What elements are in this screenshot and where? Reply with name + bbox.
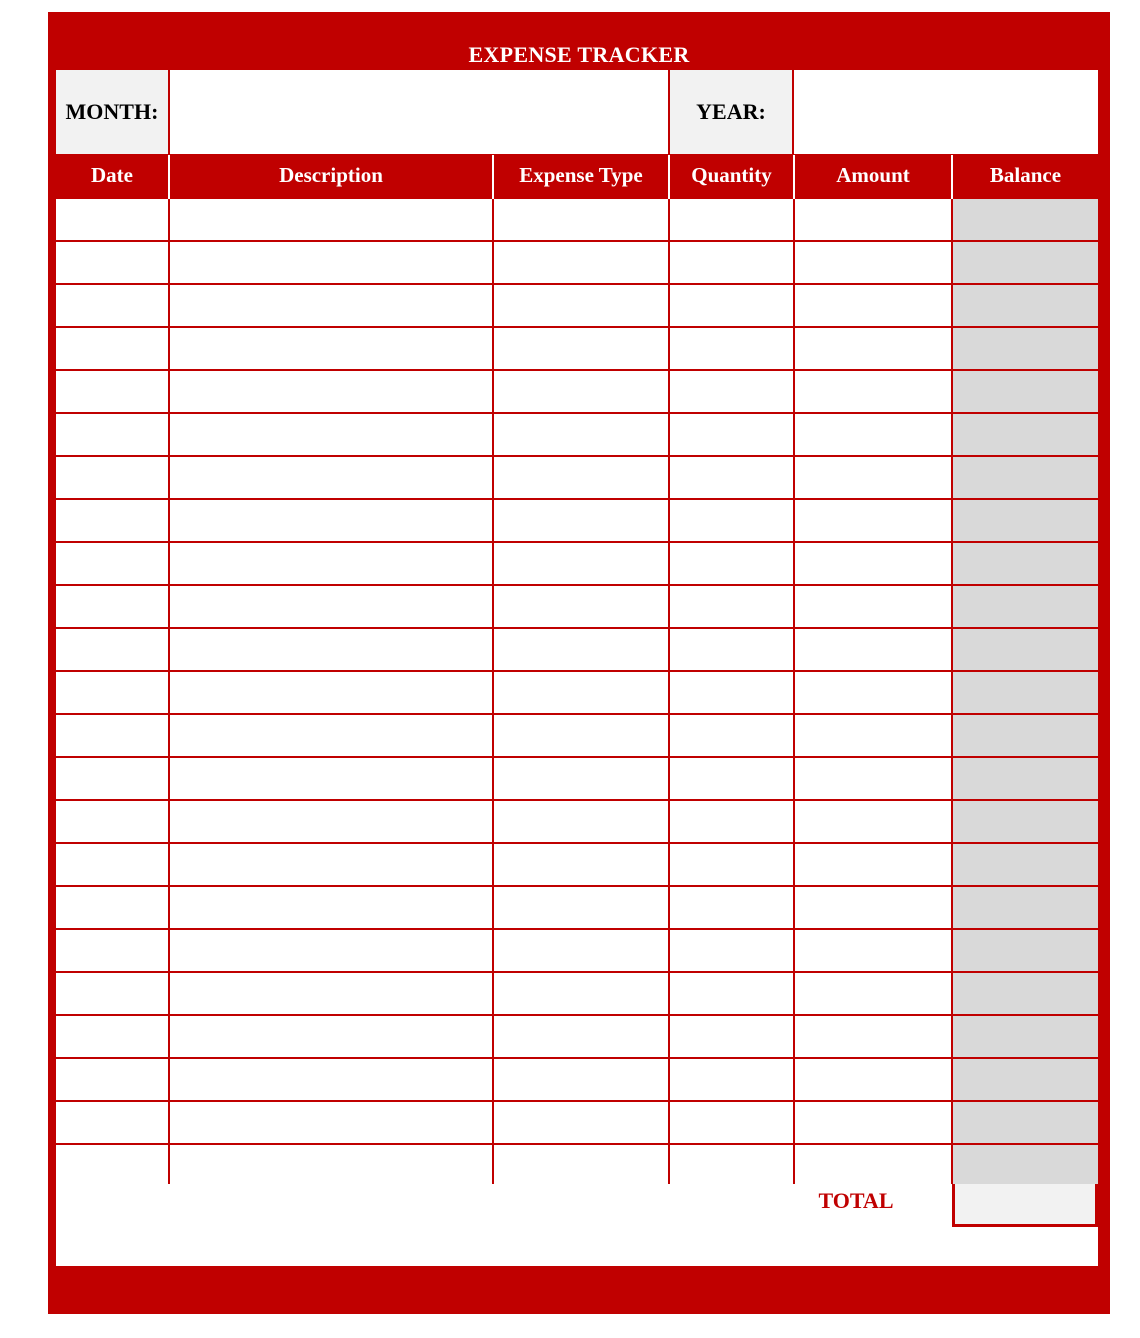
cell-amount[interactable] <box>795 930 951 971</box>
cell-expense-type[interactable] <box>494 758 668 799</box>
cell-balance[interactable] <box>953 457 1098 498</box>
cell-date[interactable] <box>56 586 168 627</box>
cell-expense-type[interactable] <box>494 1102 668 1143</box>
cell-balance[interactable] <box>953 1102 1098 1143</box>
cell-quantity[interactable] <box>670 371 793 412</box>
cell-amount[interactable] <box>795 844 951 885</box>
cell-quantity[interactable] <box>670 629 793 670</box>
cell-expense-type[interactable] <box>494 586 668 627</box>
cell-date[interactable] <box>56 1145 168 1186</box>
cell-balance[interactable] <box>953 629 1098 670</box>
cell-quantity[interactable] <box>670 328 793 369</box>
cell-expense-type[interactable] <box>494 1145 668 1186</box>
cell-expense-type[interactable] <box>494 285 668 326</box>
cell-amount[interactable] <box>795 1145 951 1186</box>
cell-amount[interactable] <box>795 715 951 756</box>
cell-description[interactable] <box>170 715 492 756</box>
cell-amount[interactable] <box>795 586 951 627</box>
cell-expense-type[interactable] <box>494 844 668 885</box>
cell-quantity[interactable] <box>670 500 793 541</box>
cell-amount[interactable] <box>795 199 951 240</box>
cell-description[interactable] <box>170 199 492 240</box>
cell-balance[interactable] <box>953 973 1098 1014</box>
total-label: TOTAL <box>818 1188 894 1213</box>
cell-date[interactable] <box>56 199 168 240</box>
cell-quantity[interactable] <box>670 1102 793 1143</box>
page-title: EXPENSE TRACKER <box>468 42 690 67</box>
cell-description[interactable] <box>170 500 492 541</box>
cell-expense-type[interactable] <box>494 457 668 498</box>
year-label: YEAR: <box>670 70 792 154</box>
cell-amount[interactable] <box>795 371 951 412</box>
cell-date[interactable] <box>56 543 168 584</box>
cell-description[interactable] <box>170 887 492 928</box>
cell-description[interactable] <box>170 1102 492 1143</box>
cell-balance[interactable] <box>953 930 1098 971</box>
cell-date[interactable] <box>56 930 168 971</box>
cell-amount[interactable] <box>795 414 951 455</box>
cell-description[interactable] <box>170 1145 492 1186</box>
cell-date[interactable] <box>56 887 168 928</box>
cell-expense-type[interactable] <box>494 715 668 756</box>
cell-description[interactable] <box>170 801 492 842</box>
cell-description[interactable] <box>170 758 492 799</box>
expense-table <box>56 199 1098 1186</box>
cell-description[interactable] <box>170 586 492 627</box>
cell-quantity[interactable] <box>670 199 793 240</box>
cell-date[interactable] <box>56 1059 168 1100</box>
cell-quantity[interactable] <box>670 973 793 1014</box>
cell-description[interactable] <box>170 844 492 885</box>
cell-quantity[interactable] <box>670 414 793 455</box>
cell-quantity[interactable] <box>670 1145 793 1186</box>
cell-amount[interactable] <box>795 1102 951 1143</box>
cell-amount[interactable] <box>795 973 951 1014</box>
cell-quantity[interactable] <box>670 715 793 756</box>
cell-quantity[interactable] <box>670 457 793 498</box>
total-field[interactable] <box>952 1184 1098 1227</box>
cell-quantity[interactable] <box>670 1059 793 1100</box>
cell-amount[interactable] <box>795 887 951 928</box>
cell-balance[interactable] <box>953 328 1098 369</box>
cell-balance[interactable] <box>953 199 1098 240</box>
cell-expense-type[interactable] <box>494 1059 668 1100</box>
cell-description[interactable] <box>170 457 492 498</box>
cell-description[interactable] <box>170 543 492 584</box>
cell-description[interactable] <box>170 285 492 326</box>
cell-expense-type[interactable] <box>494 930 668 971</box>
cell-description[interactable] <box>170 1059 492 1100</box>
cell-amount[interactable] <box>795 543 951 584</box>
cell-expense-type[interactable] <box>494 500 668 541</box>
cell-balance[interactable] <box>953 801 1098 842</box>
cell-date[interactable] <box>56 1016 168 1057</box>
cell-balance[interactable] <box>953 1059 1098 1100</box>
cell-quantity[interactable] <box>670 543 793 584</box>
cell-date[interactable] <box>56 1102 168 1143</box>
cell-expense-type[interactable] <box>494 199 668 240</box>
cell-date[interactable] <box>56 285 168 326</box>
cell-description[interactable] <box>170 242 492 283</box>
cell-balance[interactable] <box>953 500 1098 541</box>
cell-quantity[interactable] <box>670 672 793 713</box>
cell-expense-type[interactable] <box>494 973 668 1014</box>
cell-date[interactable] <box>56 457 168 498</box>
cell-description[interactable] <box>170 973 492 1014</box>
cell-quantity[interactable] <box>670 887 793 928</box>
cell-balance[interactable] <box>953 586 1098 627</box>
year-field[interactable] <box>794 70 1098 154</box>
cell-date[interactable] <box>56 758 168 799</box>
cell-balance[interactable] <box>953 1016 1098 1057</box>
expense-tracker-sheet <box>48 12 1110 1314</box>
month-field[interactable] <box>170 70 668 154</box>
cell-description[interactable] <box>170 629 492 670</box>
cell-quantity[interactable] <box>670 1016 793 1057</box>
cell-balance[interactable] <box>953 242 1098 283</box>
column-header-quantity: Quantity <box>691 163 772 187</box>
cell-expense-type[interactable] <box>494 672 668 713</box>
cell-quantity[interactable] <box>670 930 793 971</box>
cell-amount[interactable] <box>795 242 951 283</box>
cell-description[interactable] <box>170 371 492 412</box>
cell-expense-type[interactable] <box>494 801 668 842</box>
cell-expense-type[interactable] <box>494 887 668 928</box>
cell-expense-type[interactable] <box>494 242 668 283</box>
cell-balance[interactable] <box>953 1145 1098 1186</box>
cell-expense-type[interactable] <box>494 328 668 369</box>
cell-date[interactable] <box>56 973 168 1014</box>
cell-balance[interactable] <box>953 758 1098 799</box>
cell-date[interactable] <box>56 500 168 541</box>
column-header-balance: Balance <box>989 163 1062 187</box>
cell-balance[interactable] <box>953 672 1098 713</box>
cell-amount[interactable] <box>795 328 951 369</box>
cell-amount[interactable] <box>795 1016 951 1057</box>
cell-amount[interactable] <box>795 801 951 842</box>
cell-quantity[interactable] <box>670 801 793 842</box>
cell-date[interactable] <box>56 371 168 412</box>
cell-quantity[interactable] <box>670 758 793 799</box>
cell-description[interactable] <box>170 328 492 369</box>
cell-expense-type[interactable] <box>494 1016 668 1057</box>
cell-quantity[interactable] <box>670 586 793 627</box>
cell-amount[interactable] <box>795 457 951 498</box>
cell-date[interactable] <box>56 328 168 369</box>
cell-date[interactable] <box>56 242 168 283</box>
cell-description[interactable] <box>170 930 492 971</box>
cell-date[interactable] <box>56 844 168 885</box>
column-header-expense-type: Expense Type <box>519 163 643 187</box>
cell-balance[interactable] <box>953 715 1098 756</box>
cell-expense-type[interactable] <box>494 414 668 455</box>
cell-amount[interactable] <box>795 629 951 670</box>
cell-balance[interactable] <box>953 414 1098 455</box>
cell-description[interactable] <box>170 414 492 455</box>
cell-balance[interactable] <box>953 285 1098 326</box>
cell-amount[interactable] <box>795 672 951 713</box>
cell-amount[interactable] <box>795 500 951 541</box>
cell-date[interactable] <box>56 629 168 670</box>
cell-date[interactable] <box>56 801 168 842</box>
cell-balance[interactable] <box>953 371 1098 412</box>
cell-expense-type[interactable] <box>494 543 668 584</box>
cell-balance[interactable] <box>953 887 1098 928</box>
table-footer <box>56 1184 1098 1266</box>
month-label: MONTH: <box>56 70 168 154</box>
column-header-date: Date <box>91 163 133 187</box>
cell-balance[interactable] <box>953 543 1098 584</box>
cell-amount[interactable] <box>795 1059 951 1100</box>
cell-description[interactable] <box>170 1016 492 1057</box>
cell-date[interactable] <box>56 715 168 756</box>
cell-balance[interactable] <box>953 844 1098 885</box>
cell-amount[interactable] <box>795 758 951 799</box>
cell-expense-type[interactable] <box>494 371 668 412</box>
cell-amount[interactable] <box>795 285 951 326</box>
column-header-description: Description <box>279 163 383 187</box>
cell-quantity[interactable] <box>670 242 793 283</box>
cell-quantity[interactable] <box>670 285 793 326</box>
cell-description[interactable] <box>170 672 492 713</box>
cell-date[interactable] <box>56 672 168 713</box>
column-header-amount: Amount <box>836 163 910 187</box>
cell-quantity[interactable] <box>670 844 793 885</box>
cell-expense-type[interactable] <box>494 629 668 670</box>
cell-date[interactable] <box>56 414 168 455</box>
